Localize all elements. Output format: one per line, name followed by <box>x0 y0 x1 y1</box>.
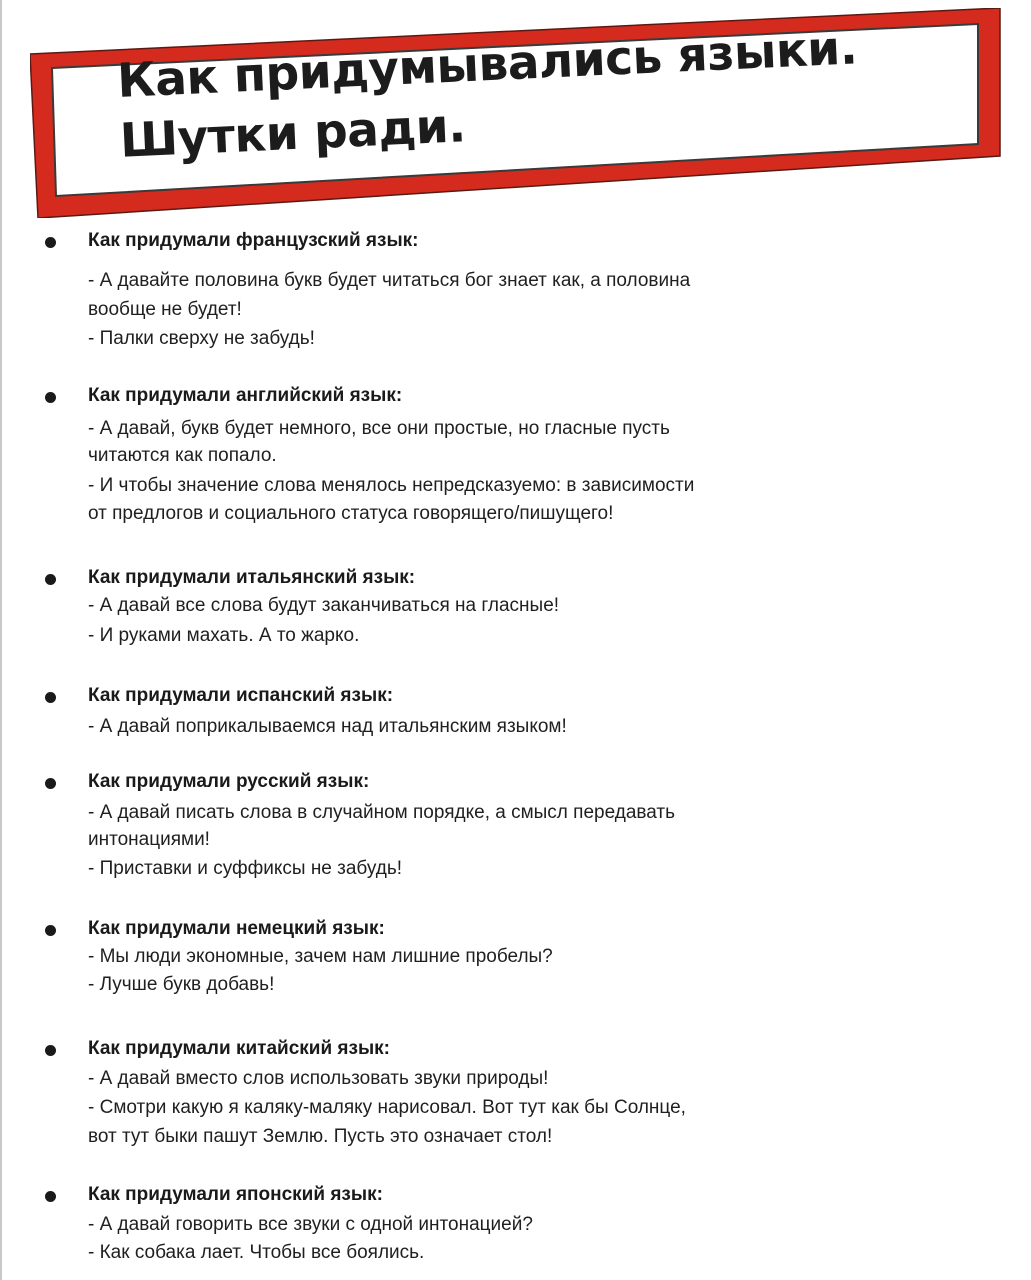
item-line: - А давайте половина букв будет читаться бог знает как, а половина <box>88 270 691 291</box>
item-line: - И руками махать. А то жарко. <box>88 625 360 646</box>
item-line: вообще не будет! <box>88 299 242 320</box>
item-line: - И чтобы значение слова менялось непредсказуемо: в зависимости <box>88 475 695 496</box>
item-line: - Как собака лает. Чтобы все боялись. <box>88 1242 425 1263</box>
item-title: Как придумали итальянский язык: <box>88 567 416 588</box>
bullet-icon <box>45 574 56 585</box>
item-line: - А давай, букв будет немного, все они простые, но гласные пусть <box>88 418 670 439</box>
item-line: - А давай все слова будут заканчиваться на гласные! <box>88 595 560 616</box>
title-banner <box>30 8 1005 218</box>
bullet-icon <box>45 237 56 248</box>
item-line: - Приставки и суффиксы не забудь! <box>88 858 403 879</box>
item-line: вот тут быки пашут Землю. Пусть это означает стол! <box>88 1126 553 1147</box>
item-line: - А давай писать слова в случайном порядке, а смысл передавать <box>88 802 676 823</box>
item-title: Как придумали русский язык: <box>88 771 370 792</box>
item-line: - А давай поприкалываемся над итальянским языком! <box>88 716 567 737</box>
item-title: Как придумали японский язык: <box>88 1184 383 1205</box>
item-line: читаются как попало. <box>88 445 277 466</box>
item-line: - Палки сверху не забудь! <box>88 328 315 349</box>
bullet-icon <box>45 692 56 703</box>
item-line: - Мы люди экономные, зачем нам лишние пробелы? <box>88 946 553 967</box>
bullet-icon <box>45 925 56 936</box>
title-line-2: Шутки ради. <box>118 98 467 169</box>
item-line: - Лучше букв добавь! <box>88 974 275 995</box>
bullet-icon <box>45 392 56 403</box>
item-line: - А давай говорить все звуки с одной интонацией? <box>88 1214 533 1235</box>
page-edge <box>0 0 2 1280</box>
bullet-icon <box>45 1045 56 1056</box>
item-title: Как придумали испанский язык: <box>88 685 394 706</box>
bullet-icon <box>45 778 56 789</box>
title-line-1: Как придумывались языки. <box>116 20 859 109</box>
item-line: - А давай вместо слов использовать звуки природы! <box>88 1068 549 1089</box>
item-line: интонациями! <box>88 829 210 850</box>
item-title: Как придумали немецкий язык: <box>88 918 385 939</box>
bullet-icon <box>45 1191 56 1202</box>
item-line: - Смотри какую я каляку-маляку нарисовал. Вот тут как бы Солнце, <box>88 1097 686 1118</box>
item-title: Как придумали английский язык: <box>88 385 403 406</box>
item-line: от предлогов и социального статуса говорящего/пишущего! <box>88 503 614 524</box>
item-title: Как придумали китайский язык: <box>88 1038 391 1059</box>
item-title: Как придумали французский язык: <box>88 230 419 251</box>
